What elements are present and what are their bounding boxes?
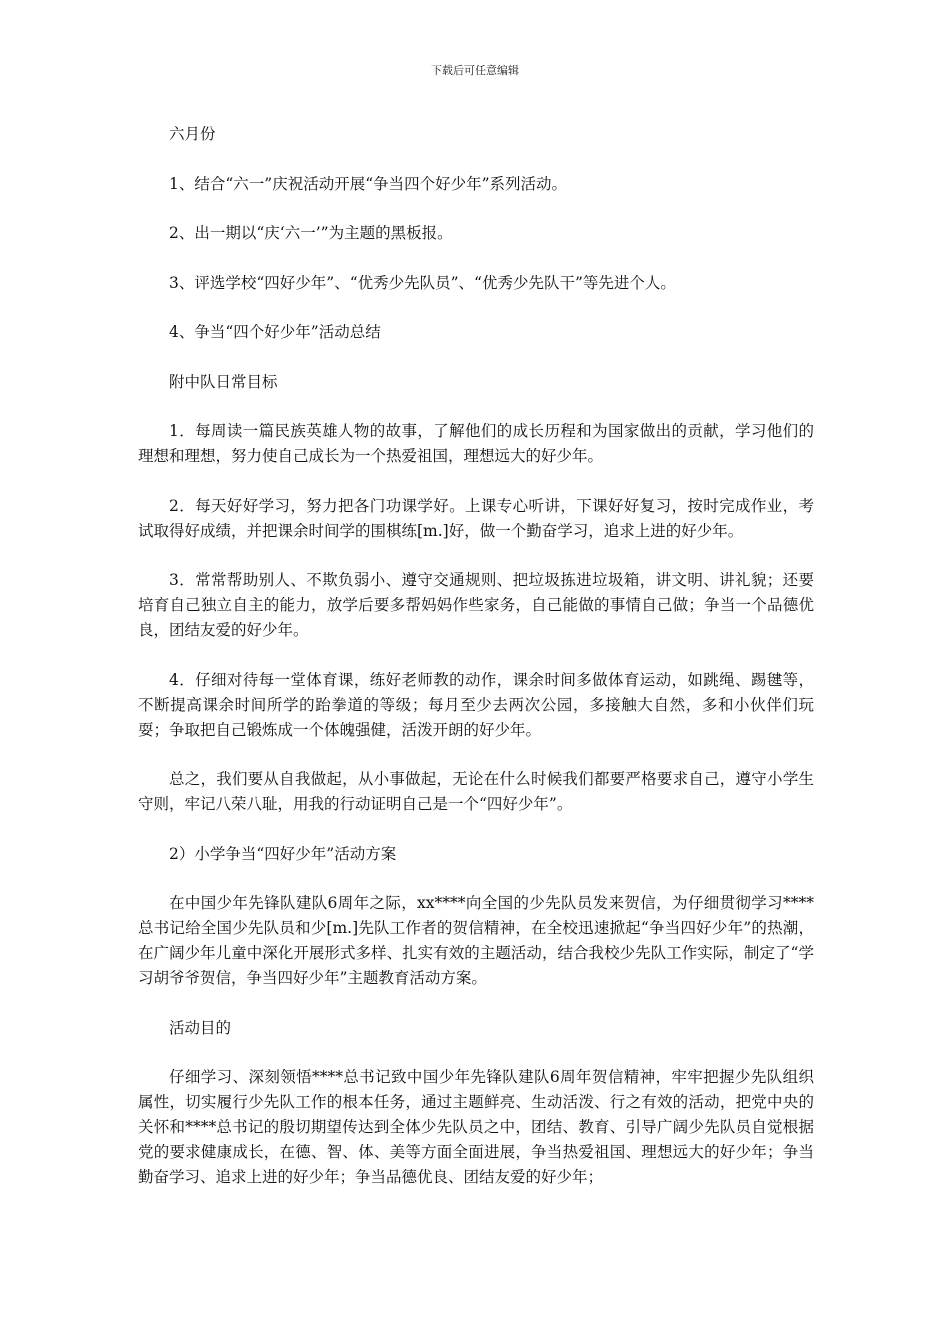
- section-heading-daily-goals: 附中队日常目标: [169, 372, 278, 391]
- list-item: 1、结合“六一”庆祝活动开展“争当四个好少年”系列活动。: [169, 174, 568, 193]
- body-paragraph: 仔细学习、深刻领悟****总书记致中国少年先锋队建队6周年贺信精神，牢牢把握少先队组织属性，切实履行少先队工作的根本任务，通过主题鲜亮、生动活泼、行之有效的活动，把党中央的关怀和****总书记的殷切期望传达到全体少先队员之中，团结、教育、引导广阔少先队员自觉根据党的要求健康成长，在德、智、体、美等方面全面进展，争当热爱祖国、理想远大的好少年；争当勤奋学习、追求上进的好少年；争当品德优良、团结友爱的好少年；: [138, 1068, 814, 1186]
- section-heading-plan: 2）小学争当“四好少年”活动方案: [169, 844, 397, 863]
- goal-paragraph: 3．常常帮助别人、不欺负弱小、遵守交通规则、把垃圾拣进垃圾箱，讲文明、讲礼貌；还要培育自己独立自主的能力，放学后要多帮妈妈作些家务，自己能做的事情自己做；争当一个品德优良，团结友爱的好少年。: [138, 571, 814, 639]
- goal-paragraph: 2．每天好好学习，努力把各门功课学好。上课专心听讲，下课好好复习，按时完成作业，考试取得好成绩，并把课余时间学的围棋练[m.]好，做一个勤奋学习，追求上进的好少年。: [138, 496, 814, 540]
- list-item: 4、争当“四个好少年”活动总结: [169, 323, 381, 341]
- goal-paragraph: 4．仔细对待每一堂体育课，练好老师教的动作，课余时间多做体育运动，如跳绳、踢毽等，不断提高课余时间所学的跆拳道的等级；每月至少去两次公园，多接触大自然，多和小伙伴们玩耍；争取把自己锻炼成一个体魄强健，活泼开朗的好少年。: [138, 670, 814, 739]
- body-paragraph: 在中国少年先锋队建队6周年之际，xx****向全国的少先队员发来贺信，为仔细贯彻学习****总书记给全国少先队员和少[m.]先队工作者的贺信精神，在全校迅速掀起“争当四好少年”的热潮，在广阔少年儿童中深化开展形式多样、扎实有效的主题活动，结合我校少先队工作实际，制定了“学习胡爷爷贺信，争当四好少年”主题教育活动方案。: [138, 894, 814, 987]
- document-body: [138, 122, 814, 1190]
- list-item: 2、出一期以“庆‘六一’”为主题的黑板报。: [169, 224, 453, 242]
- page-header: 下载后可任意编辑: [431, 64, 519, 77]
- section-heading-purpose: 活动目的: [169, 1018, 232, 1037]
- list-item: 3、评选学校“四好少年”、“优秀少先队员”、“优秀少先队干”等先进个人。: [169, 273, 676, 292]
- section-heading-june: 六月份: [169, 125, 216, 143]
- summary-paragraph: 总之，我们要从自我做起，从小事做起，无论在什么时候我们都要严格要求自己，遵守小学生守则，牢记八荣八耻，用我的行动证明自己是一个“四好少年”。: [138, 770, 814, 813]
- goal-paragraph: 1．每周读一篇民族英雄人物的故事，了解他们的成长历程和为国家做出的贡献，学习他们的理想和理想，努力使自己成长为一个热爱祖国，理想远大的好少年。: [138, 422, 814, 465]
